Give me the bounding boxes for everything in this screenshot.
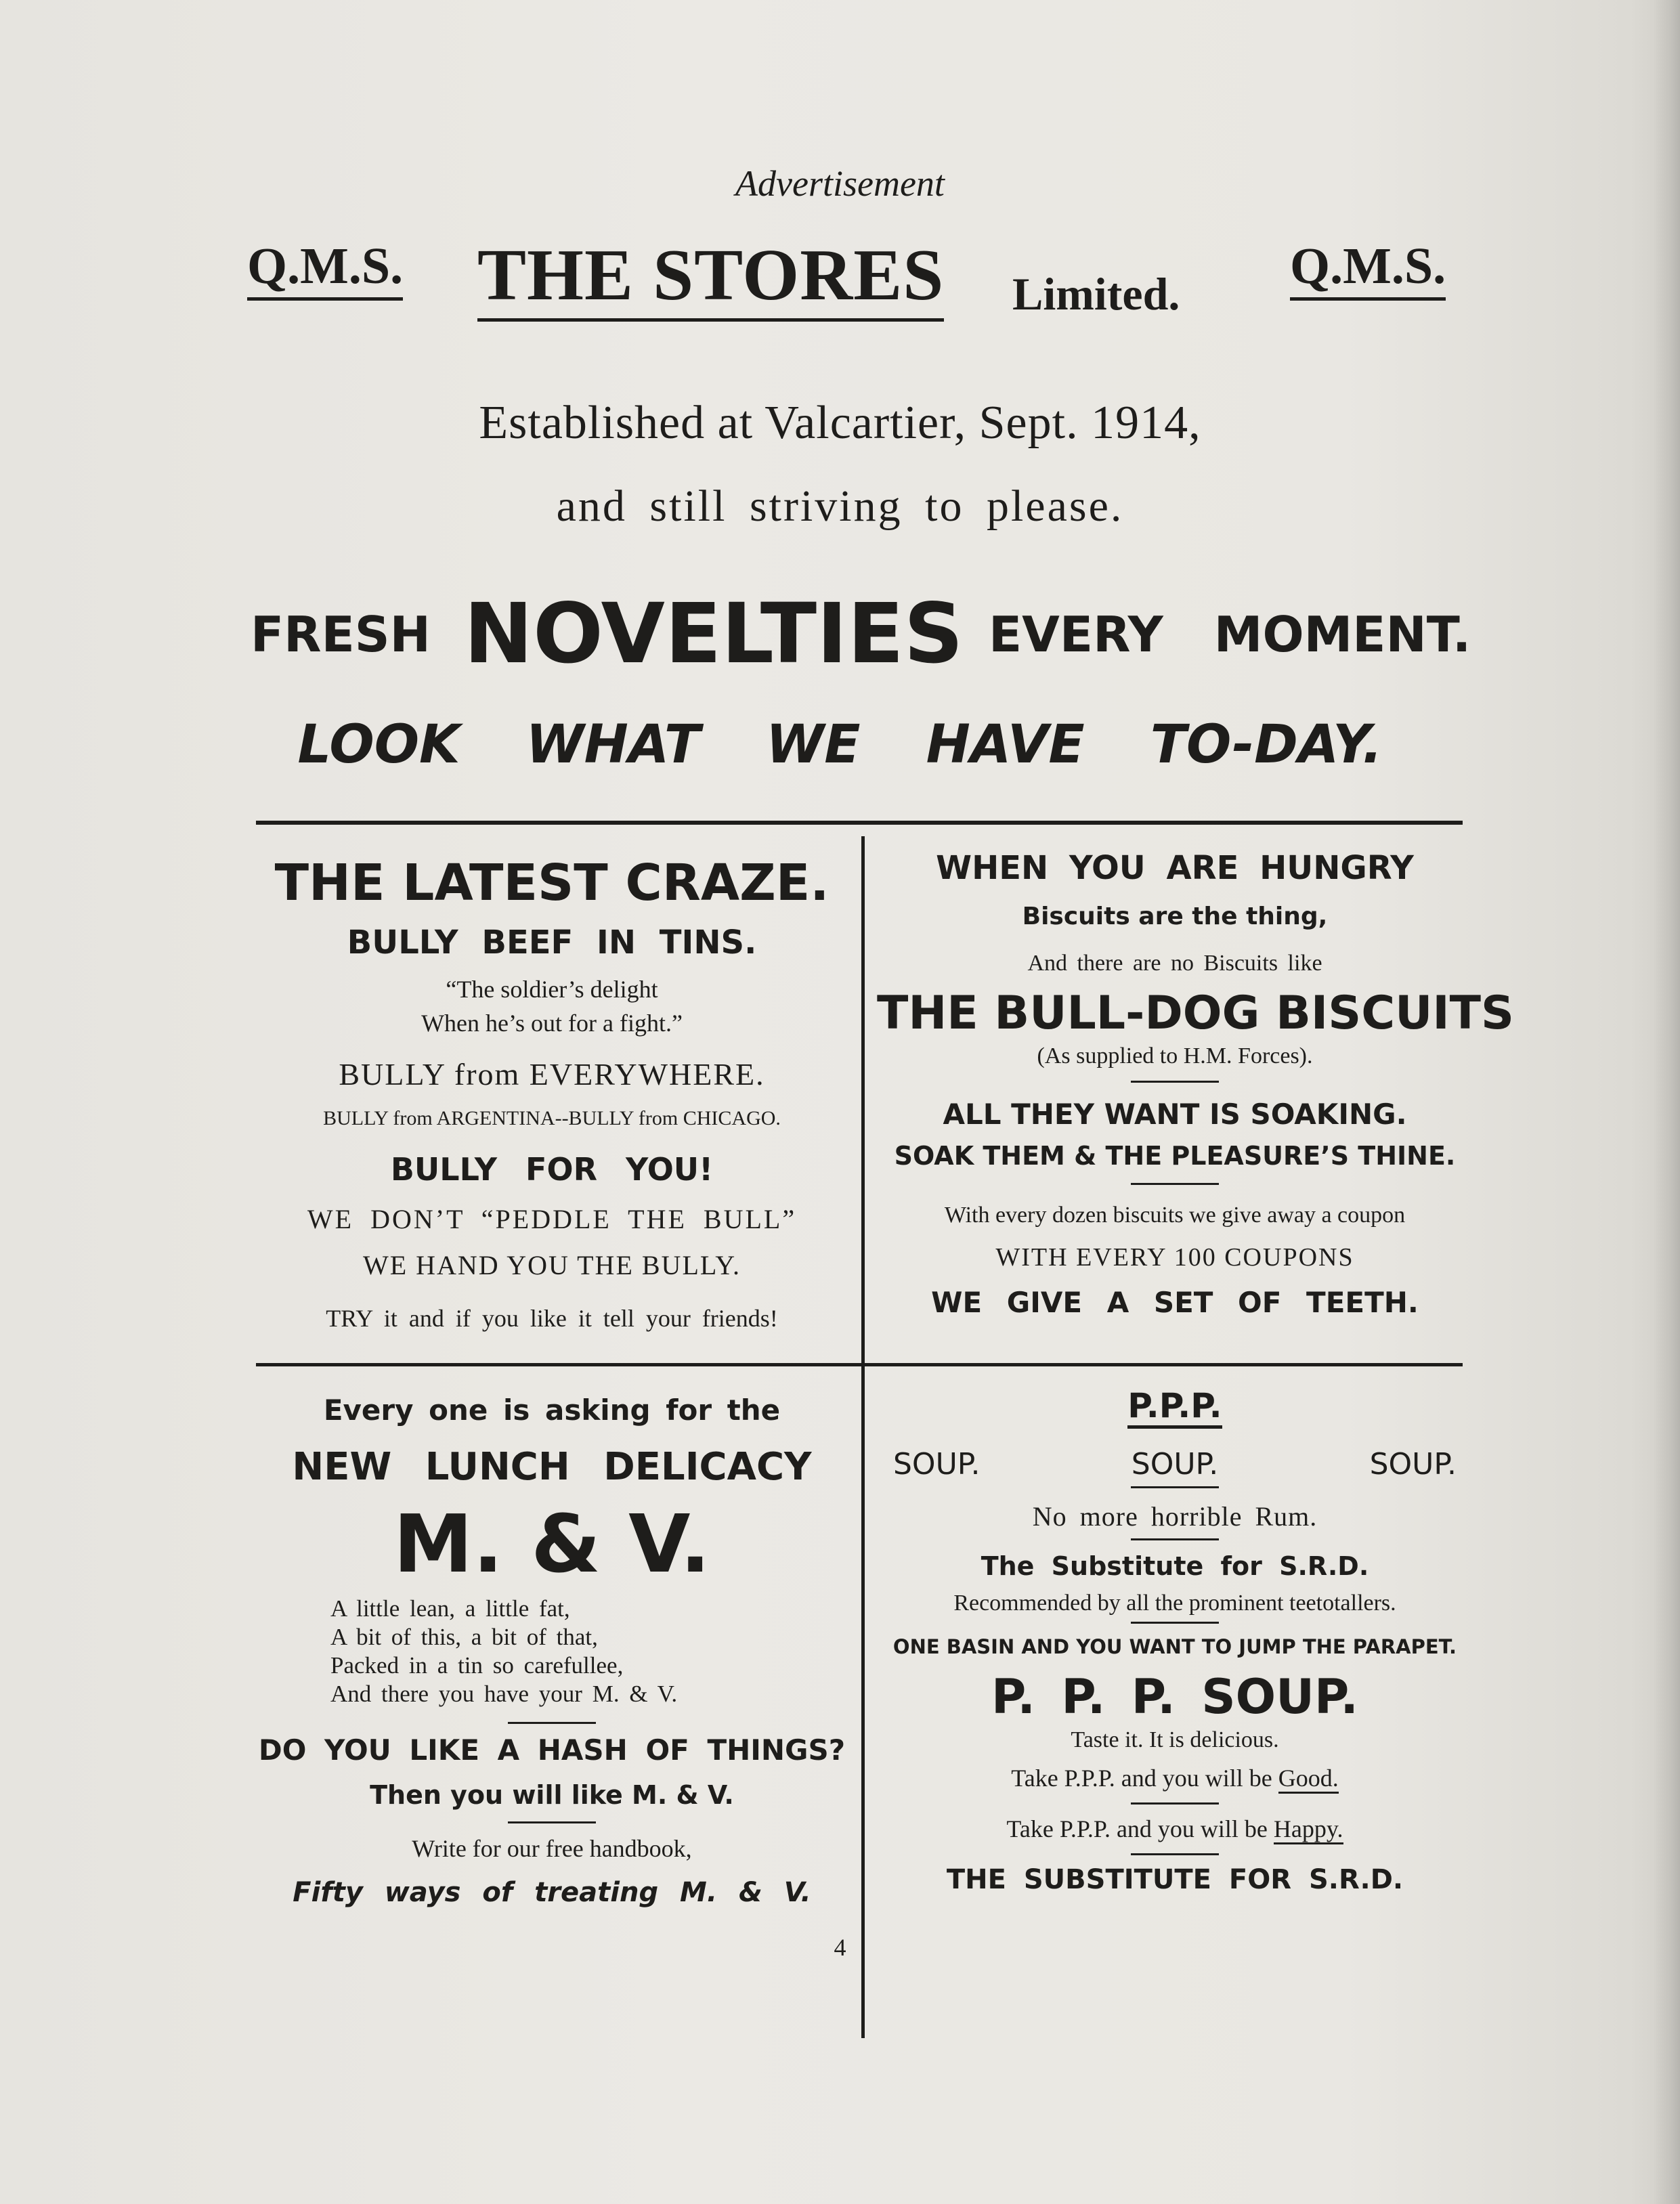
mv-ad — [251, 1391, 853, 1911]
craze-ad — [251, 855, 853, 1335]
mv-lunch: NEW LUNCH DELICACY — [292, 1445, 812, 1489]
stores-title — [477, 234, 944, 318]
stores-title-text: THE STORES — [477, 235, 944, 322]
craze-argentina: BULLY from ARGENTINA--BULLY from CHICAGO. — [323, 1107, 781, 1129]
mv-verse-line-1: A little lean, a little fat, — [330, 1595, 570, 1622]
mv-hash: DO YOU LIKE A HASH OF THINGS? — [258, 1733, 846, 1767]
ppp-taste: Taste it. It is delicious. — [1071, 1727, 1279, 1752]
mv-verse-line-3: Packed in a tin so carefullee, — [330, 1652, 624, 1679]
page-number: 4 — [834, 1934, 846, 1961]
page-fold-shadow — [1653, 0, 1680, 2204]
mv-divider-2 — [508, 1821, 596, 1823]
ppp-soup-3: SOUP. — [1369, 1447, 1457, 1482]
ppp-basin: ONE BASIN AND YOU WANT TO JUMP THE PARAPET. — [892, 1635, 1457, 1658]
ppp-rum: No more horrible Rum. — [1032, 1501, 1318, 1532]
hungry-no-biscuits: And there are no Biscuits like — [1027, 951, 1322, 976]
craze-quote-line-2: When he’s out for a fight.” — [421, 1010, 683, 1037]
hungry-coupon: With every dozen biscuits we give away a coupon — [944, 1203, 1406, 1228]
hungry-title: WHEN YOU ARE HUNGRY — [936, 849, 1414, 887]
grid-vertical-rule-lower-a — [861, 1375, 865, 1730]
ppp-title-text: P.P.P. — [1127, 1386, 1222, 1429]
ppp-soup-row — [877, 1446, 1473, 1484]
qms-right-text: Q.M.S. — [1290, 238, 1446, 301]
grid-middle-rule — [256, 1363, 1463, 1366]
grid-vertical-rule-lower-b — [861, 1737, 865, 1909]
mv-verse — [251, 1595, 853, 1708]
ppp-divider-5 — [1131, 1853, 1219, 1855]
ppp-happy-line — [877, 1811, 1473, 1846]
hungry-supplied: (As supplied to H.M. Forces). — [1037, 1043, 1313, 1068]
mv-fifty-ways: Fifty ways of treating M. & V. — [293, 1877, 811, 1908]
ppp-divider-3 — [1131, 1622, 1219, 1624]
mv-divider-1 — [508, 1722, 596, 1724]
ppp-happy-word: Happy. — [1274, 1815, 1343, 1844]
ppp-soup-1: SOUP. — [893, 1447, 981, 1482]
hungry-soak: SOAK THEM & THE PLEASURE’S THINE. — [894, 1141, 1456, 1171]
ppp-substitute: The Substitute for S.R.D. — [981, 1551, 1369, 1581]
grid-top-rule — [256, 821, 1463, 825]
craze-everywhere: BULLY from EVERYWHERE. — [339, 1057, 765, 1092]
ppp-good-word: Good. — [1278, 1765, 1339, 1794]
hungry-soaking: ALL THEY WANT IS SOAKING. — [943, 1098, 1407, 1131]
hungry-teeth: WE GIVE A SET OF TEETH. — [931, 1286, 1419, 1319]
mv-asking: Every one is asking for the — [323, 1393, 781, 1427]
qms-left-text: Q.M.S. — [247, 238, 403, 301]
ppp-recommended: Recommended by all the prominent teetotallers. — [953, 1591, 1396, 1616]
mv-write: Write for our free handbook, — [412, 1835, 692, 1862]
craze-subtitle: BULLY BEEF IN TINS. — [347, 924, 757, 961]
mv-title: M. & V. — [393, 1497, 711, 1591]
bulldog-biscuits-title: THE BULL-DOG BISCUITS — [877, 987, 1514, 1040]
ppp-divider-1 — [1131, 1486, 1219, 1488]
ppp-divider-2 — [1131, 1538, 1219, 1540]
ppp-soup-2: SOUP. — [1131, 1447, 1219, 1482]
mv-then: Then you will like M. & V. — [370, 1780, 734, 1810]
qms-right — [1290, 237, 1446, 296]
ppp-happy-prefix: Take P.P.P. and you will be — [1006, 1815, 1274, 1842]
ppp-good-prefix: Take P.P.P. and you will be — [1011, 1765, 1278, 1792]
ppp-final: THE SUBSTITUTE FOR S.R.D. — [946, 1864, 1404, 1895]
fresh-word: FRESH — [251, 606, 431, 663]
craze-title: THE LATEST CRAZE. — [274, 854, 830, 912]
hungry-biscuits: Biscuits are the thing, — [1022, 903, 1328, 930]
ppp-ad — [877, 1385, 1473, 1899]
craze-quote-line-1: “The soldier’s delight — [446, 976, 658, 1003]
ppp-good-line — [877, 1760, 1473, 1796]
still-striving-line: and still striving to please. — [556, 481, 1124, 531]
hungry-ad — [877, 846, 1514, 1322]
ppp-divider-4 — [1131, 1802, 1219, 1805]
craze-peddle: WE DON’T “PEDDLE THE BULL” — [307, 1204, 797, 1234]
hungry-divider-2 — [1131, 1183, 1219, 1185]
ppp-title — [877, 1385, 1473, 1427]
every-moment-words: EVERY MOMENT. — [989, 606, 1471, 663]
advertisement-label: Advertisement — [735, 163, 945, 204]
hungry-100-coupons: WITH EVERY 100 COUPONS — [995, 1243, 1354, 1272]
hungry-divider-1 — [1131, 1081, 1219, 1083]
limited-label: Limited. — [1012, 268, 1180, 320]
qms-left — [247, 237, 403, 296]
craze-bully-for-you: BULLY FOR YOU! — [390, 1151, 714, 1188]
established-line: Established at Valcartier, Sept. 1914, — [479, 397, 1201, 449]
mv-verse-line-4: And there you have your M. & V. — [330, 1681, 678, 1707]
novelties-word: NOVELTIES — [464, 586, 964, 682]
craze-hand: WE HAND YOU THE BULLY. — [362, 1250, 741, 1280]
craze-try: TRY it and if you like it tell your friends! — [326, 1305, 778, 1332]
ppp-soup-big: P. P. P. SOUP. — [991, 1669, 1359, 1725]
look-what-line: LOOK WHAT WE HAVE TO-DAY. — [297, 714, 1383, 775]
mv-verse-line-2: A bit of this, a bit of that, — [330, 1624, 598, 1650]
